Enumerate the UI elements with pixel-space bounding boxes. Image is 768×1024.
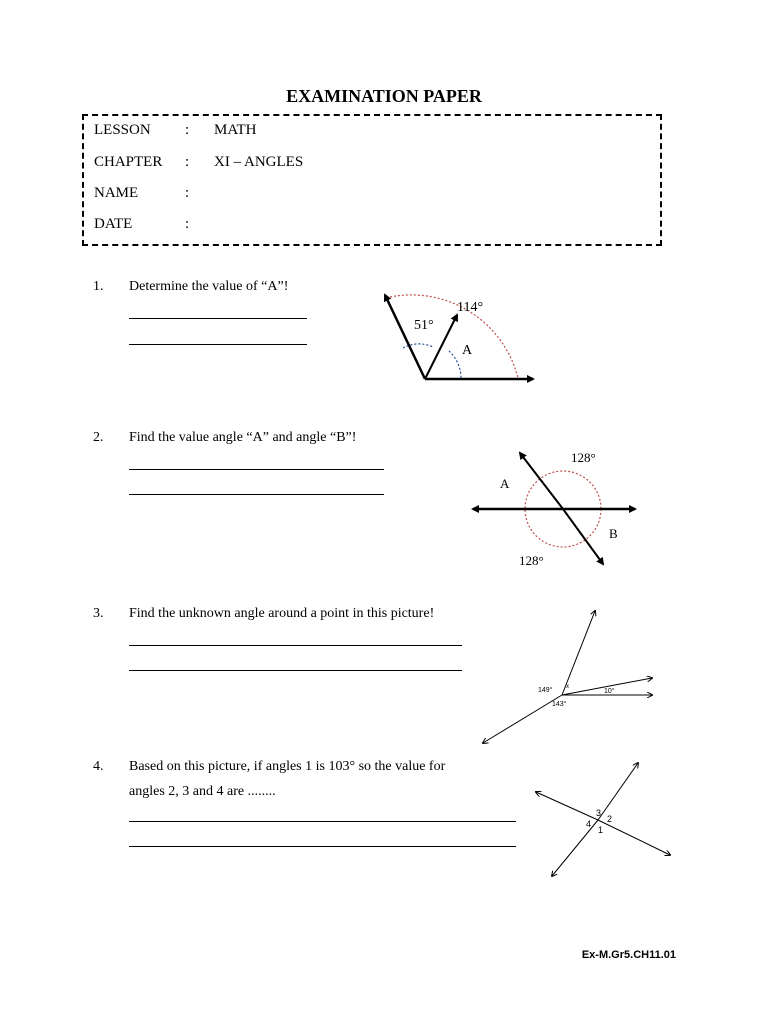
info-colon: : [185,185,190,201]
info-label: LESSON [94,122,151,138]
question-1-number: 1. [93,279,104,294]
angle-label-b: B [609,526,618,541]
line-2-bottom [552,820,598,876]
angle-label-right: 10° [604,688,615,695]
question-3-figure [480,605,660,750]
angle-label-4: 4 [586,819,592,829]
angle-label-3: 3 [596,808,602,818]
info-box [82,114,662,246]
question-2-text: Find the value angle “A” and angle “B”! [129,430,357,445]
question-4-text-line2: angles 2, 3 and 4 are ........ [129,784,276,799]
line-2-top [598,763,638,820]
answer-line[interactable] [129,494,384,495]
angle-label-outer: 114° [457,300,484,315]
angle-a-arc [449,351,461,378]
angle-label-inner: 51° [414,318,434,333]
question-1-figure [375,285,540,390]
question-2-number: 2. [93,430,104,445]
answer-line[interactable] [129,318,307,319]
angle-label-x: x [566,682,570,690]
angle-label-1: 1 [598,825,604,835]
info-label: DATE [94,216,133,232]
info-colon: : [185,122,190,138]
question-4-figure [528,760,678,880]
page-title: EXAMINATION PAPER [286,86,482,106]
answer-line[interactable] [129,821,516,822]
question-3-number: 3. [93,606,104,621]
angle-label-2: 2 [607,814,613,824]
angle-label-bottom: 128° [519,553,544,568]
question-4-number: 4. [93,759,104,774]
angle-label-a: A [500,476,510,491]
angle-label-unknown: A [462,343,473,358]
answer-line[interactable] [129,469,384,470]
question-3-text: Find the unknown angle around a point in this picture! [129,606,435,621]
info-value: MATH [214,122,257,138]
outer-arc [390,295,518,378]
answer-line[interactable] [129,344,307,345]
question-1-text: Determine the value of “A”! [129,279,289,294]
info-colon: : [185,154,190,170]
ray-down-left [483,695,562,743]
question-2-figure [470,448,640,573]
answer-line[interactable] [129,645,462,646]
info-label: NAME [94,185,139,201]
info-colon: : [185,216,190,232]
angle-label-left: 149° [538,687,553,694]
line-1-right [598,820,670,855]
info-label: CHAPTER [94,154,163,170]
ray-left [385,295,425,379]
angle-label-bottom: 143° [552,701,567,708]
answer-line[interactable] [129,846,516,847]
line-1-left [536,792,598,820]
diagonal-line-top [520,453,563,509]
question-4-text-line1: Based on this picture, if angles 1 is 103° so the value for [129,759,446,774]
diagonal-line-bottom [563,509,603,564]
angle-label-top: 128° [571,450,596,465]
answer-line[interactable] [129,670,462,671]
document-code: Ex-M.Gr5.CH11.01 [581,949,676,961]
info-value: XI – ANGLES [214,154,304,170]
